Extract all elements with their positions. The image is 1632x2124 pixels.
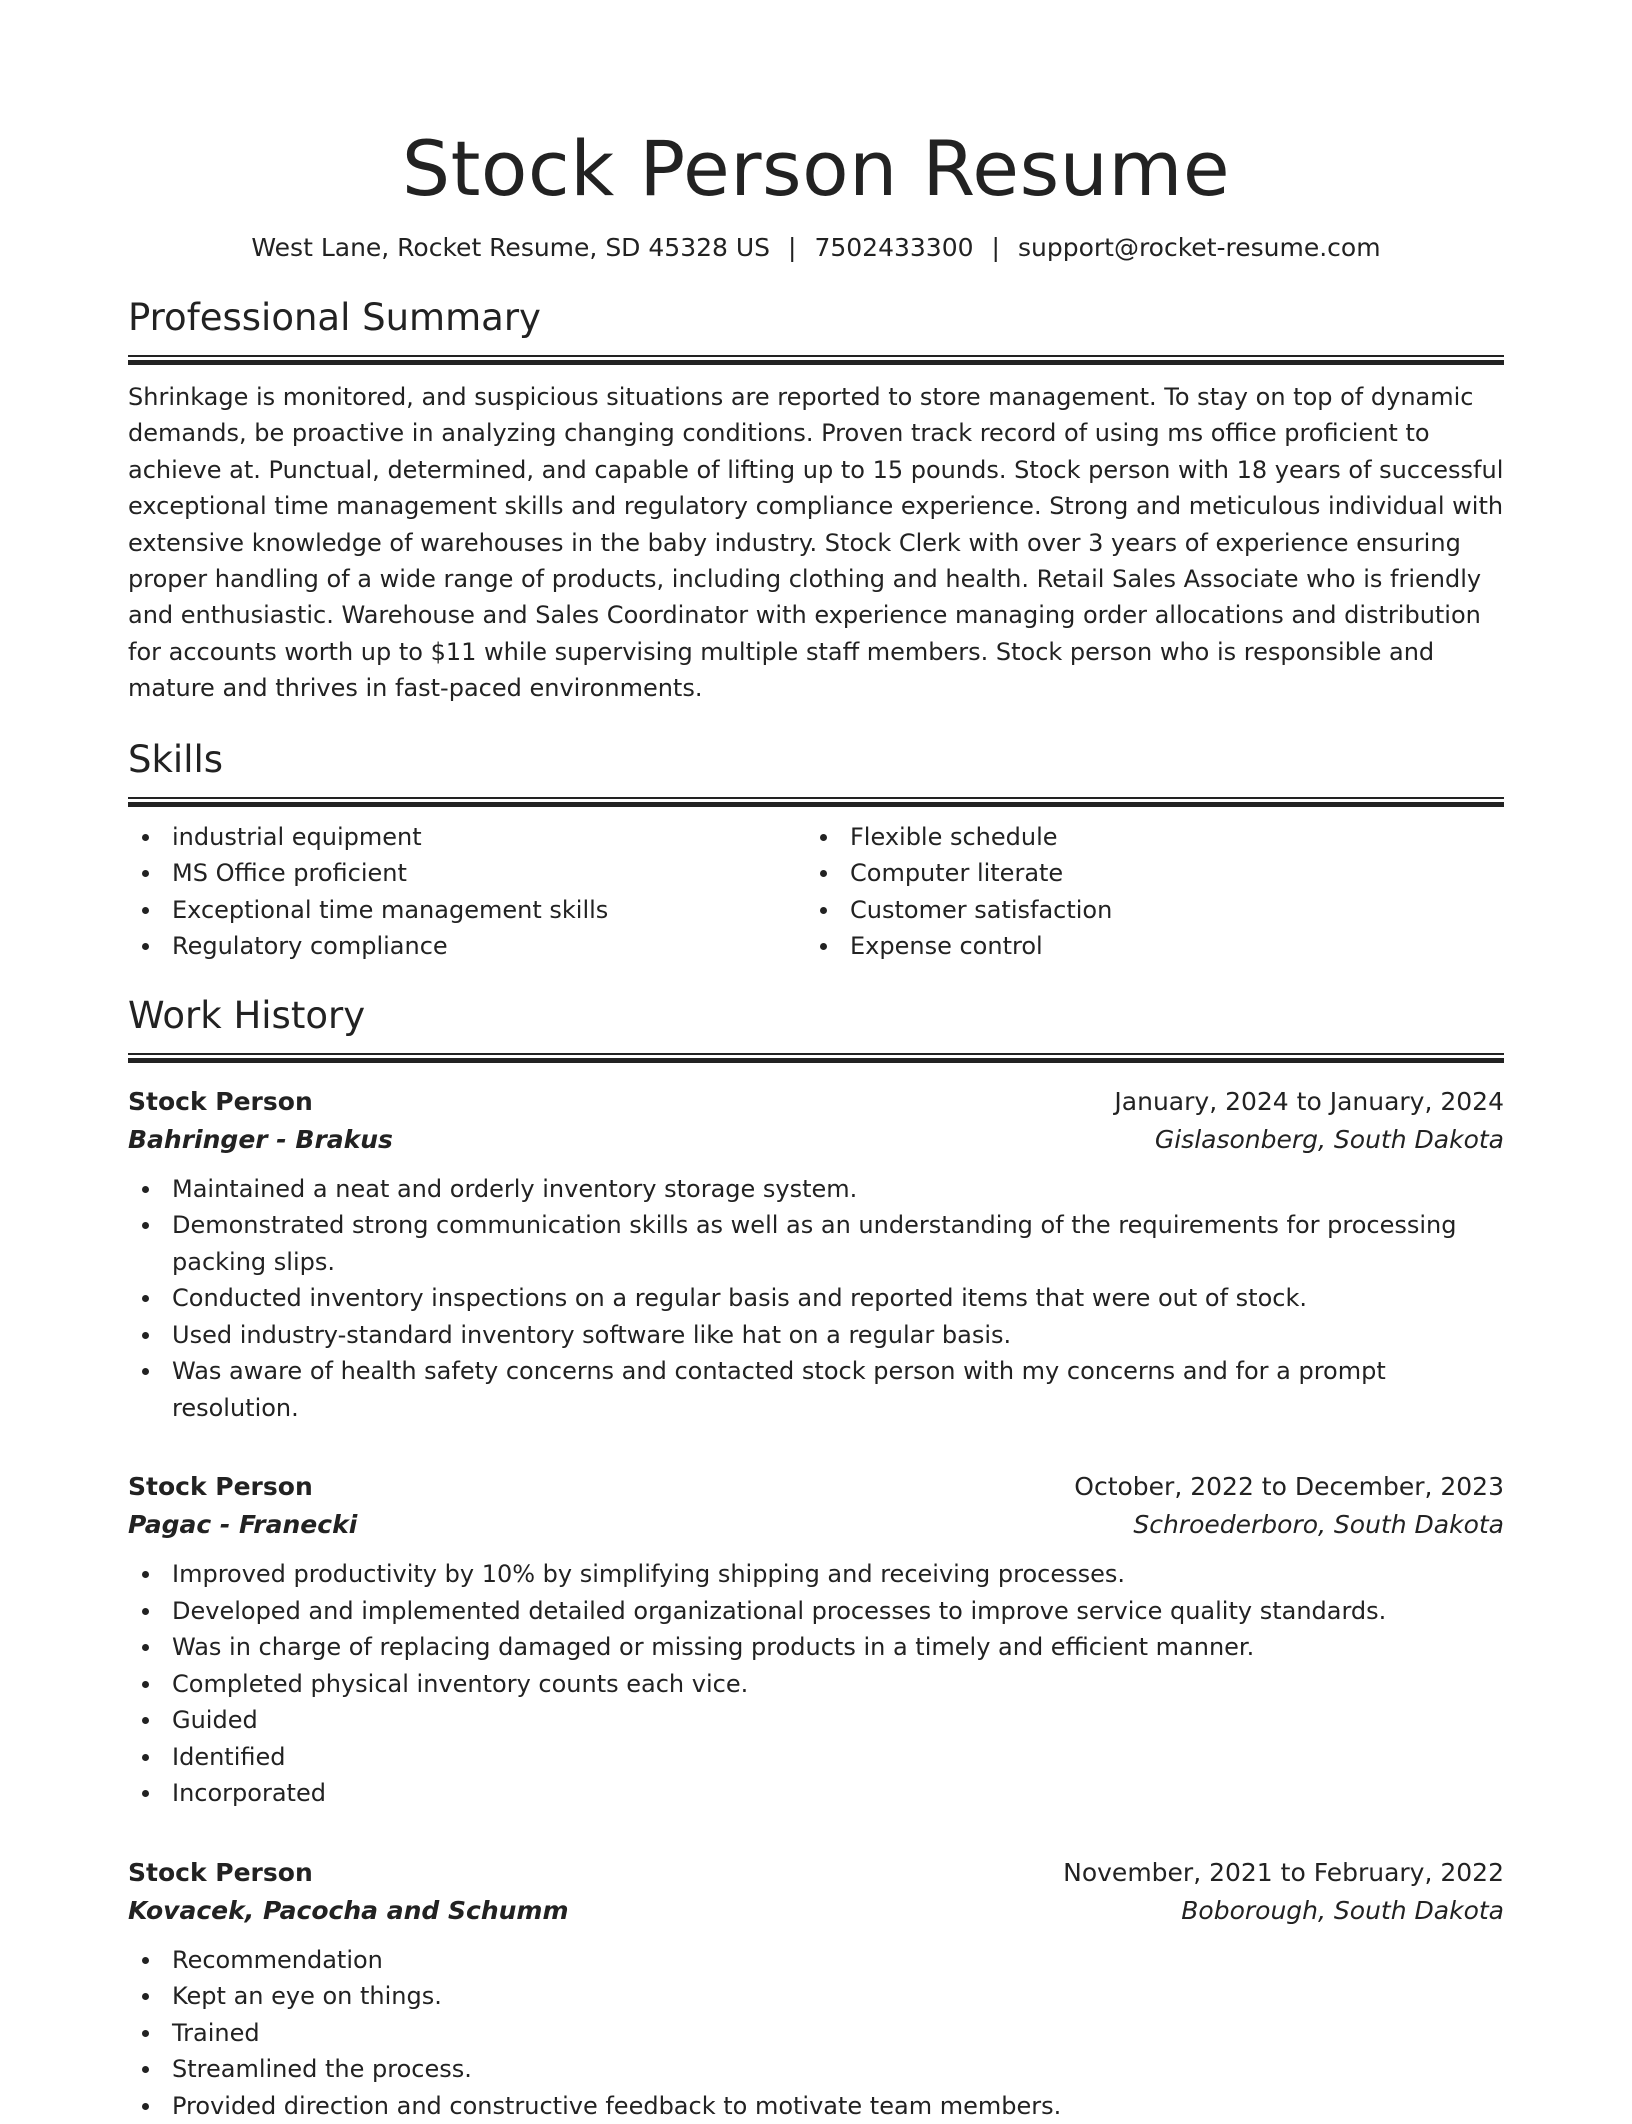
- resume-title: Stock Person Resume: [401, 124, 1231, 213]
- job-company-row: [128, 1121, 1504, 1159]
- job-header-row: [128, 1083, 1504, 1121]
- contact-separator: |: [788, 233, 797, 262]
- job-bullet: Developed and implemented detailed organizational processes to improve service quality standards.: [172, 1593, 1504, 1630]
- skill-item: Exceptional time management skills: [172, 892, 806, 929]
- job-bullets: [128, 1171, 1504, 1427]
- section-divider: [128, 355, 1504, 365]
- resume-page: [128, 0, 1504, 2124]
- job-bullets: [128, 1556, 1504, 1812]
- job-bullets: [128, 1942, 1504, 2124]
- job-bullet: Incorporated: [172, 1775, 1504, 1812]
- section-title-summary: Professional Summary: [128, 296, 541, 339]
- skill-item: industrial equipment: [172, 819, 806, 856]
- job-bullet: Used industry-standard inventory software like hat on a regular basis.: [172, 1317, 1504, 1354]
- job-title: Stock Person: [128, 1472, 313, 1502]
- job-bullet: Demonstrated strong communication skills as well as an understanding of the requirements for processing packing slips.: [172, 1207, 1504, 1280]
- job-title: Stock Person: [128, 1857, 313, 1887]
- professional-summary-section: [128, 295, 1504, 707]
- job-entry: [128, 1468, 1504, 1812]
- contact-email[interactable]: support@rocket-resume.com: [1017, 233, 1381, 262]
- job-bullet: Kept an eye on things.: [172, 1978, 1504, 2015]
- job-entry: [128, 1083, 1504, 1427]
- job-dates: October, 2022 to December, 2023: [1074, 1472, 1504, 1502]
- job-company-row: [128, 1892, 1504, 1930]
- job-company: Kovacek, Pacocha and Schumm: [128, 1895, 569, 1925]
- job-location: Schroederboro, South Dakota: [1133, 1510, 1504, 1540]
- job-bullet: Streamlined the process.: [172, 2051, 1504, 2088]
- job-entry: [128, 1854, 1504, 2124]
- job-bullet: Was in charge of replacing damaged or missing products in a timely and efficient manner.: [172, 1629, 1504, 1666]
- skill-item: Computer literate: [850, 855, 1484, 892]
- job-bullet: Guided: [172, 1702, 1504, 1739]
- skills-list-right: [806, 819, 1484, 965]
- skill-item: MS Office proficient: [172, 855, 806, 892]
- job-dates: November, 2021 to February, 2022: [1063, 1857, 1504, 1887]
- skills-section: [128, 737, 1504, 965]
- section-divider: [128, 1053, 1504, 1063]
- skill-item: Flexible schedule: [850, 819, 1484, 856]
- skill-item: Expense control: [850, 928, 1484, 965]
- job-header-row: [128, 1854, 1504, 1892]
- summary-text: Shrinkage is monitored, and suspicious situations are reported to store management. To stay on top of dynamic demands, be proactive in analyzing changing conditions. Proven track record of using ms office proficient to achieve at. Punctual, determined, and capable of lifting up to 15 pounds. Stock person with 18 years of successful exceptional time management skills and regulatory compliance experience. Strong and meticulous individual with extensive knowledge of warehouses in the baby industry. Stock Clerk with over 3 years of experience ensuring proper handling of a wide range of products, including clothing and health. Retail Sales Associate who is friendly and enthusiastic. Warehouse and Sales Coordinator with experience managing order allocations and distribution for accounts worth up to $11 while supervising multiple staff members. Stock person who is responsible and mature and thrives in fast-paced environments.: [128, 383, 1504, 703]
- section-divider: [128, 797, 1504, 807]
- job-company-row: [128, 1506, 1504, 1544]
- job-bullet: Trained: [172, 2015, 1504, 2052]
- job-bullet: Was aware of health safety concerns and contacted stock person with my concerns and for a prompt resolution.: [172, 1353, 1504, 1426]
- job-dates: January, 2024 to January, 2024: [1114, 1086, 1504, 1116]
- job-location: Gislasonberg, South Dakota: [1154, 1124, 1504, 1154]
- section-title-skills: Skills: [128, 737, 224, 781]
- job-bullet: Improved productivity by 10% by simplifying shipping and receiving processes.: [172, 1556, 1504, 1593]
- contact-phone: 7502433300: [814, 233, 974, 262]
- job-title: Stock Person: [128, 1086, 313, 1116]
- section-title-work: Work History: [128, 993, 366, 1037]
- contact-line: [128, 231, 1504, 265]
- job-location: Boborough, South Dakota: [1181, 1895, 1504, 1925]
- skills-list-left: [128, 819, 806, 965]
- work-history-section: [128, 993, 1504, 2124]
- skills-columns: [128, 819, 1504, 965]
- contact-separator: |: [991, 233, 1000, 262]
- skill-item: Customer satisfaction: [850, 892, 1484, 929]
- job-bullet: Provided direction and constructive feedback to motivate team members.: [172, 2088, 1504, 2124]
- contact-address: West Lane, Rocket Resume, SD 45328 US: [251, 233, 771, 262]
- job-bullet: Identified: [172, 1739, 1504, 1776]
- job-company: Pagac - Franecki: [128, 1510, 358, 1540]
- job-bullet: Maintained a neat and orderly inventory storage system.: [172, 1171, 1504, 1208]
- job-company: Bahringer - Brakus: [128, 1124, 393, 1154]
- job-header-row: [128, 1468, 1504, 1506]
- job-bullet: Completed physical inventory counts each vice.: [172, 1666, 1504, 1703]
- job-bullet: Conducted inventory inspections on a regular basis and reported items that were out of stock.: [172, 1280, 1504, 1317]
- job-bullet: Recommendation: [172, 1942, 1504, 1979]
- skill-item: Regulatory compliance: [172, 928, 806, 965]
